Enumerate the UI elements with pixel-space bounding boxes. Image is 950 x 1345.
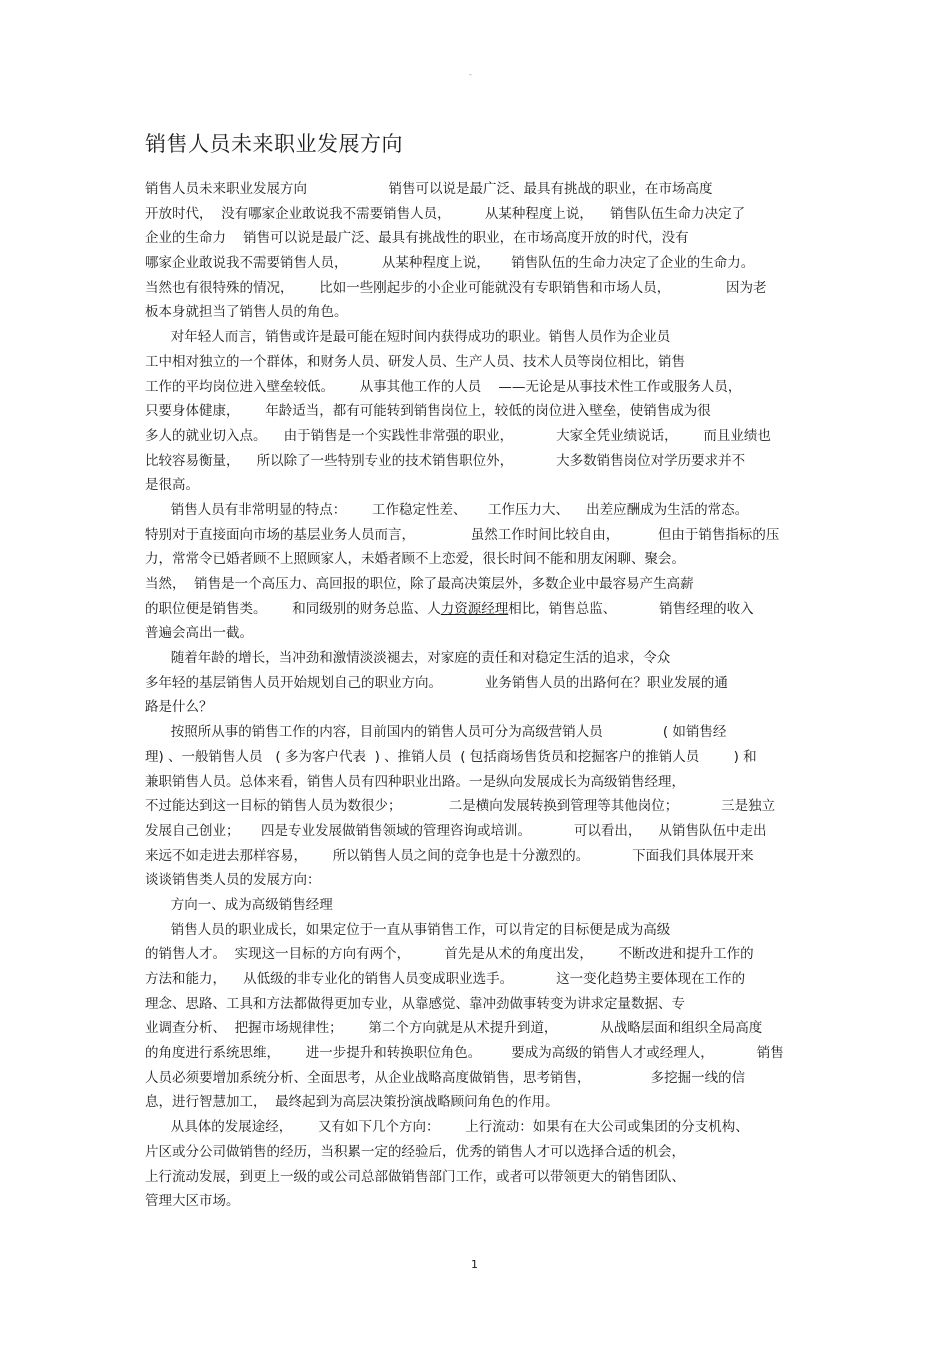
text-segment: 按照所从事的销售工作的内容，目前国内的销售人员可分为高级营销人员 ( 如销售经 bbox=[145, 724, 727, 741]
text-segment: 方法和能力， 从低级的非专业化的销售人员变成职业选手。 这一变化趋势主要体现在工作的 bbox=[145, 971, 746, 987]
text-segment: 是很高。 bbox=[145, 477, 199, 494]
text-line bbox=[145, 597, 810, 622]
text-line bbox=[145, 449, 810, 474]
text-segment: 息，进行智慧加工， 最终起到为高层决策扮演战略顾问角色的作用。 bbox=[145, 1094, 559, 1111]
text-segment: 当然也有很特殊的情况， 比如一些刚起步的小企业可能就没有专职销售和市场人员， 因为老 bbox=[145, 279, 767, 296]
text-line bbox=[145, 300, 810, 325]
text-line bbox=[145, 251, 810, 276]
text-line bbox=[145, 942, 810, 967]
text-line bbox=[145, 1165, 810, 1190]
text-segment: 销售人员未来职业发展方向 销售可以说是最广泛、最具有挑战的职业，在市场高度 bbox=[145, 181, 713, 197]
text-segment: 的职位便是销售类。 和同级别的财务总监、人 bbox=[145, 600, 441, 617]
text-segment: 当然， 销售是一个高压力、高回报的职位，除了最高决策层外，多数企业中最容易产生高薪 bbox=[145, 576, 694, 592]
text-segment: 工作的平均岗位进入壁垒较低。 从事其他工作的人员 ——无论是从事技术性工作或服务人员， bbox=[145, 378, 742, 395]
text-line bbox=[145, 473, 810, 498]
page-number: 1 bbox=[471, 1258, 478, 1271]
text-line bbox=[145, 226, 810, 251]
text-segment: 板本身就担当了销售人员的角色。 bbox=[145, 304, 348, 321]
text-segment: 发展自己创业； 四是专业发展做销售领域的管理咨询或培训。 可以看出， 从销售队伍中走出 bbox=[145, 822, 767, 839]
text-line bbox=[145, 1189, 810, 1214]
text-line bbox=[145, 325, 810, 350]
text-segment: 哪家企业敢说我不需要销售人员， 从某种程度上说， 销售队伍的生命力决定了企业的生命力。 bbox=[145, 255, 755, 272]
text-line bbox=[145, 177, 810, 202]
text-segment: 随着年龄的增长，当冲劲和激情淡淡褪去，对家庭的责任和对稳定生活的追求，令众 bbox=[145, 650, 671, 667]
text-segment: 不过能达到这一目标的销售人员为数很少； 二是横向发展转换到管理等其他岗位； 三是独立 bbox=[145, 798, 776, 815]
header-mark: - bbox=[469, 70, 472, 79]
text-segment: 的角度进行系统思维， 进一步提升和转换职位角色。 要成为高级的销售人才或经理人， 销售 bbox=[145, 1045, 784, 1062]
text-line bbox=[145, 350, 810, 375]
text-segment: 路是什么？ bbox=[145, 699, 213, 716]
text-line bbox=[145, 1066, 810, 1091]
text-line bbox=[145, 967, 810, 992]
text-segment: 多年轻的基层销售人员开始规划自己的职业方向。 业务销售人员的出路何在？职业发展的通 bbox=[145, 674, 728, 691]
text-line bbox=[145, 399, 810, 424]
text-line bbox=[145, 572, 810, 597]
text-segment: 理念、思路、工具和方法都做得更加专业，从靠感觉、靠冲劲做事转变为讲求定量数据、专 bbox=[145, 995, 685, 1012]
text-segment: 上行流动发展，到更上一级的或公司总部做销售部门工作，或者可以带领更大的销售团队、 bbox=[145, 1168, 685, 1185]
text-line bbox=[145, 794, 810, 819]
text-line bbox=[145, 1041, 810, 1066]
text-line bbox=[145, 547, 810, 572]
text-segment: 特别对于直接面向市场的基层业务人员而言， 虽然工作时间比较自由， 但由于销售指标的压 bbox=[145, 526, 780, 543]
text-line bbox=[145, 1115, 810, 1140]
text-line bbox=[145, 844, 810, 869]
text-line bbox=[145, 375, 810, 400]
text-line bbox=[145, 498, 810, 523]
text-segment: 从具体的发展途经， 又有如下几个方向： 上行流动：如果有在大公司或集团的分支机构、 bbox=[145, 1119, 749, 1136]
text-line bbox=[145, 819, 810, 844]
text-segment: 片区或分公司做销售的经历，当积累一定的经验后，优秀的销售人才可以选择合适的机会， bbox=[145, 1143, 685, 1160]
text-line bbox=[145, 523, 810, 548]
text-segment: 对年轻人而言，销售或许是最可能在短时间内获得成功的职业。销售人员作为企业员 bbox=[145, 329, 671, 346]
text-segment: 力，常常令已婚者顾不上照顾家人，未婚者顾不上恋爱，很长时间不能和朋友闲聊、聚会。 bbox=[145, 551, 685, 568]
text-segment: 销售人员有非常明显的特点： 工作稳定性差、 工作压力大、 出差应酬成为生活的常态。 bbox=[145, 501, 749, 518]
text-segment: 管理大区市场。 bbox=[145, 1193, 240, 1210]
text-line bbox=[145, 720, 810, 745]
text-segment: 工中相对独立的一个群体，和财务人员、研发人员、生产人员、技术人员等岗位相比，销售 bbox=[145, 353, 685, 370]
text-segment: 来远不如走进去那样容易， 所以销售人员之间的竞争也是十分激烈的。 下面我们具体展开来 bbox=[145, 847, 754, 864]
text-line bbox=[145, 918, 810, 943]
text-segment: 多人的就业切入点。 由于销售是一个实践性非常强的职业， 大家全凭业绩说话， 而且业绩也 bbox=[145, 427, 771, 444]
text-line bbox=[145, 621, 810, 646]
text-line bbox=[145, 992, 810, 1017]
text-segment: 谈谈销售类人员的发展方向： bbox=[145, 872, 321, 889]
text-line bbox=[145, 745, 810, 770]
body-text bbox=[145, 177, 810, 1214]
text-segment: 比较容易衡量， 所以除了一些特别专业的技术销售职位外， 大多数销售岗位对学历要求并不 bbox=[145, 452, 746, 469]
hr-manager-link[interactable]: 力资源经理 bbox=[440, 600, 509, 617]
text-line bbox=[145, 770, 810, 795]
text-segment: 的销售人才。 实现这一目标的方向有两个， 首先是从术的角度出发， 不断改进和提升工作的 bbox=[145, 946, 754, 963]
text-line bbox=[145, 671, 810, 696]
text-line bbox=[145, 695, 810, 720]
text-line bbox=[145, 1090, 810, 1115]
text-segment: 方向一、成为高级销售经理 bbox=[145, 896, 333, 913]
text-segment: 企业的生命力 销售可以说是最广泛、最具有挑战性的职业，在市场高度开放的时代，没有 bbox=[145, 230, 689, 247]
text-line bbox=[145, 646, 810, 671]
text-line bbox=[145, 202, 810, 227]
text-segment: 业调查分析、 把握市场规律性； 第二个方向就是从术提升到道， 从战略层面和组织全局高度 bbox=[145, 1020, 763, 1037]
text-segment: 人员必须要增加系统分析、全面思考，从企业战略高度做销售，思考销售， 多挖掘一线的信 bbox=[145, 1069, 746, 1086]
text-segment: 兼职销售人员。总体来看，销售人员有四种职业出路。一是纵向发展成长为高级销售经理， bbox=[145, 773, 685, 790]
text-line bbox=[145, 1140, 810, 1165]
text-line bbox=[145, 424, 810, 449]
text-line bbox=[145, 893, 810, 918]
text-segment: 开放时代， 没有哪家企业敢说我不需要销售人员， 从某种程度上说， 销售队伍生命力决定了 bbox=[145, 205, 746, 222]
text-line bbox=[145, 276, 810, 301]
text-segment: 销售人员的职业成长，如果定位于一直从事销售工作，可以肯定的目标便是成为高级 bbox=[145, 921, 671, 938]
text-line bbox=[145, 1016, 810, 1041]
text-segment: 理) 、一般销售人员 ( 多为客户代表 ) 、推销人员 ( 包括商场售货员和挖掘客户的推销人员 ) 和 bbox=[145, 748, 757, 765]
text-segment: 普遍会高出一截。 bbox=[145, 625, 253, 642]
text-segment: 只要身体健康， 年龄适当，都有可能转到销售岗位上，较低的岗位进入壁垒，使销售成为很 bbox=[145, 403, 711, 420]
text-segment: 相比，销售总监、 销售经理的收入 bbox=[508, 600, 754, 617]
text-line bbox=[145, 868, 810, 893]
page-title: 销售人员未来职业发展方向 bbox=[145, 132, 403, 156]
